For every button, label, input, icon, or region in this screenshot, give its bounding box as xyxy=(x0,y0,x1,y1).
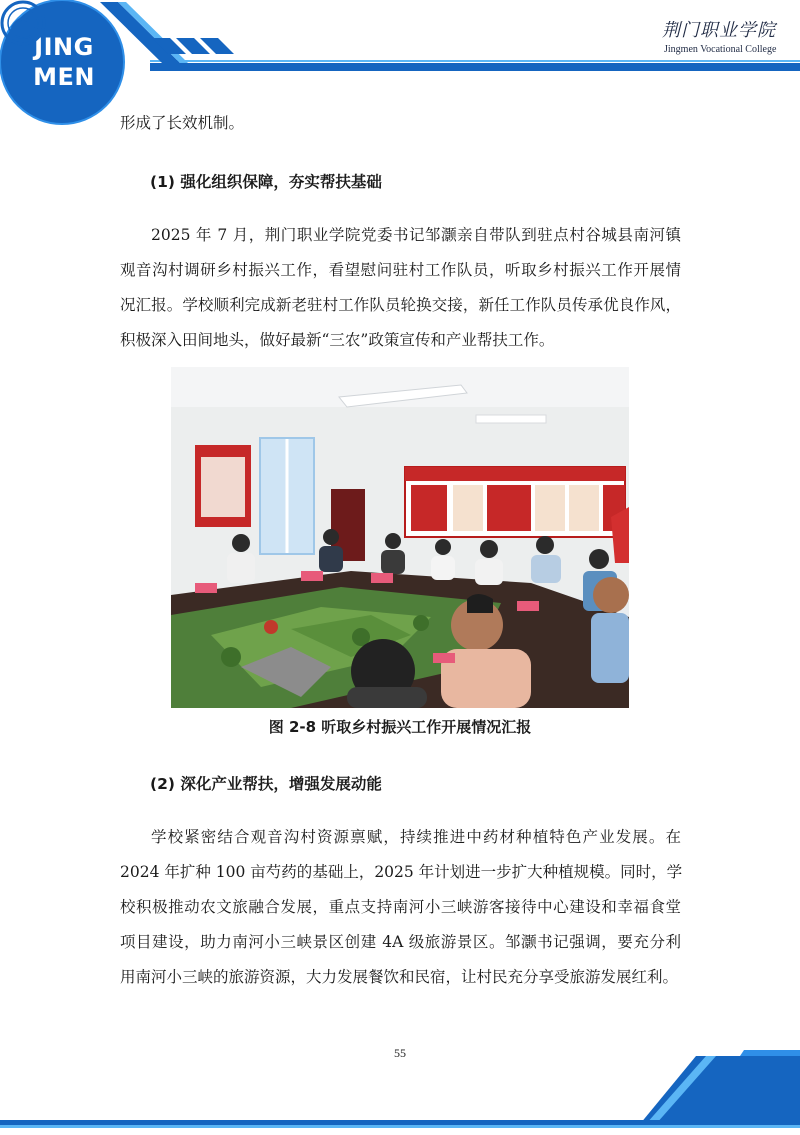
meeting-photo xyxy=(171,367,629,708)
continuation-paragraph xyxy=(120,106,681,141)
text-line: 观音沟村调研乡村振兴工作，看望慰问驻村工作队员，听取乡村振兴工作开展情 xyxy=(120,261,681,279)
text-line: 2025 年 7 月，荆门职业学院党委书记邹灏亲自带队到驻点村谷城县南河镇 xyxy=(151,226,681,244)
text-line: 学校紧密结合观音沟村资源禀赋，持续推进中药材种植特色产业发展。在 xyxy=(151,828,681,846)
text-line: 形成了长效机制。 xyxy=(120,114,245,132)
footer-decoration xyxy=(0,1050,800,1131)
text-line: 用南河小三峡的旅游资源，大力发展餐饮和民宿，让村民充分享受旅游发展红利。 xyxy=(120,968,679,986)
text-line: 项目建设，助力南河小三峡景区创建 4A 级旅游景区。邹灏书记强调，要充分利 xyxy=(120,933,681,951)
text-line: 况汇报。学校顺利完成新老驻村工作队员轮换交接，新任工作队员传承优良作风， xyxy=(120,296,681,314)
section-heading-1: (1) 强化组织保障，夯实帮扶基础 xyxy=(150,173,382,191)
figure-caption: 图 2-8 听取乡村振兴工作开展情况汇报 xyxy=(268,718,532,736)
text-line: 校积极推动农文旅融合发展，重点支持南河小三峡游客接待中心建设和幸福食堂 xyxy=(120,898,681,916)
text-line: 积极深入田间地头，做好最新“三农”政策宣传和产业帮扶工作。 xyxy=(120,331,555,349)
text-line: 2024 年扩种 100 亩芍药的基础上，2025 年计划进一步扩大种植规模。同时，学 xyxy=(120,863,683,881)
badge-line-1: JING xyxy=(34,33,94,61)
section-heading-2: (2) 深化产业帮扶，增强发展动能 xyxy=(150,775,382,793)
page-number: 55 xyxy=(394,1046,406,1060)
college-emblem-icon xyxy=(0,0,182,50)
page-footer xyxy=(0,1050,800,1131)
section1-paragraph xyxy=(120,218,681,358)
college-name-chinese: 荆门职业学院 xyxy=(662,20,776,41)
meeting-room-illustration xyxy=(171,367,629,708)
section2-paragraph xyxy=(120,820,681,995)
college-name-english: Jingmen Vocational College xyxy=(664,44,777,55)
badge-line-2: MEN xyxy=(33,63,95,91)
